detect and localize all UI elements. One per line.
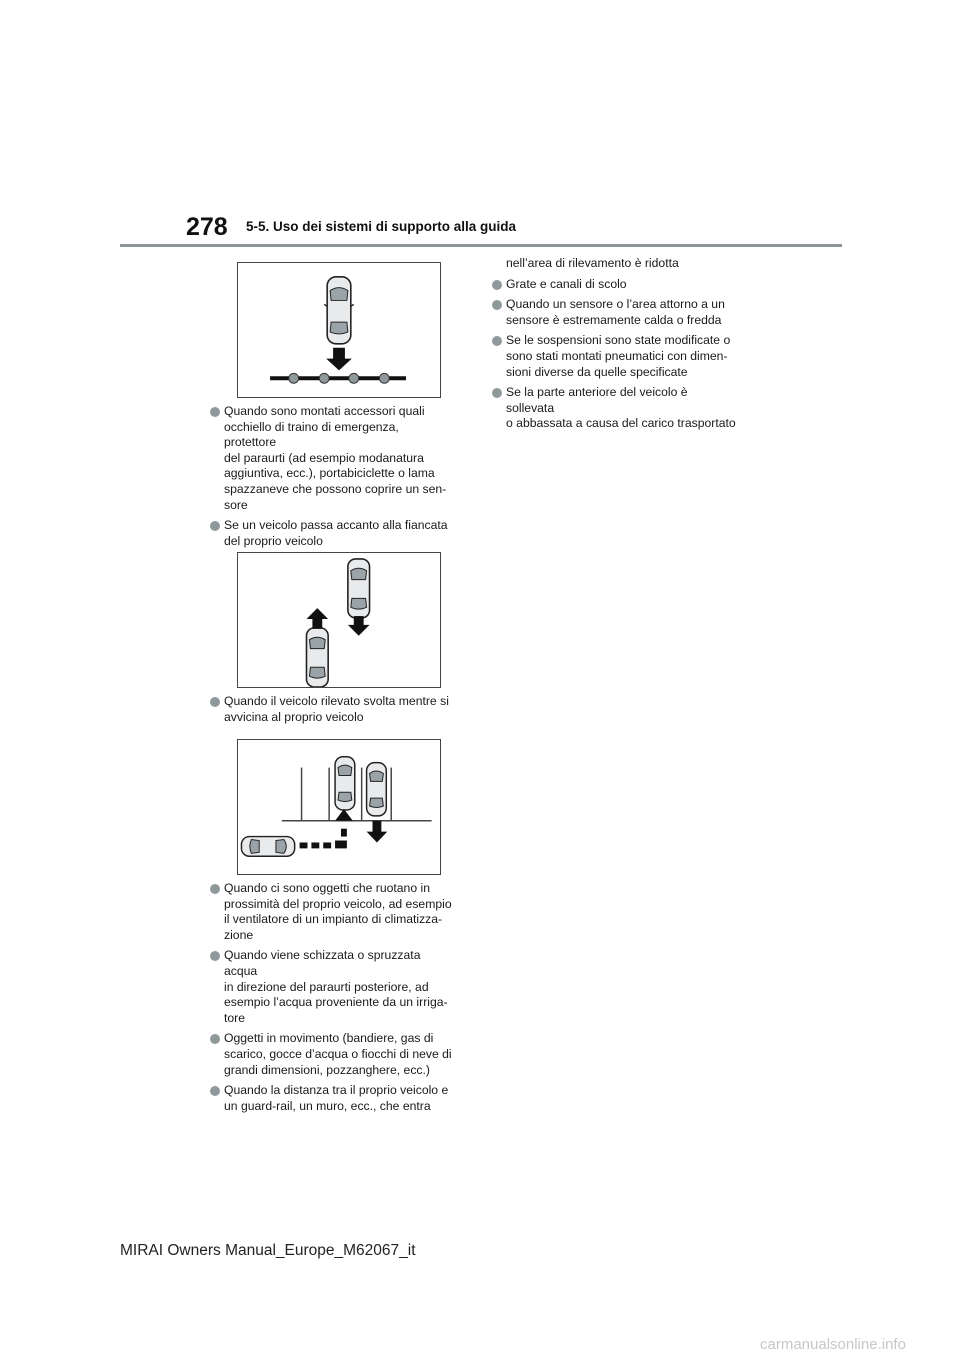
bullet-icon (210, 951, 220, 961)
list-item: Se un veicolo passa accanto alla fiancata del proprio veicolo (210, 518, 454, 549)
car-icon (348, 559, 370, 618)
manual-footer: MIRAI Owners Manual_Europe_M62067_it (120, 1242, 416, 1259)
figure-car-reversing-toward-bar (237, 262, 441, 398)
watermark: carmanualsonline.info (760, 1336, 906, 1353)
car-icon (367, 763, 387, 816)
list-item: Quando un sensore o l’area attorno a un sensore è estremamente calda o fredda (492, 297, 736, 328)
bullet-icon (210, 884, 220, 894)
figure-3-illustration (238, 740, 440, 874)
list-item: Grate e canali di scolo (492, 277, 736, 293)
bullet-icon (492, 280, 502, 290)
dashed-path-arrow-icon (300, 809, 353, 848)
arrow-down-icon (367, 821, 388, 843)
car-icon (335, 757, 355, 810)
left-column-group-1 (210, 404, 454, 554)
section-title: 5-5. Uso dei sistemi di supporto alla guida (246, 219, 517, 234)
bullet-icon (492, 336, 502, 346)
car-icon (241, 837, 294, 857)
right-column (492, 256, 736, 437)
bullet-icon (210, 1034, 220, 1044)
bullet-icon (492, 388, 502, 398)
list-item: Oggetti in movimento (bandiere, gas di scarico, gocce d’acqua o fiocchi di neve di grandi dimensioni, pozzanghere, ecc.) (210, 1031, 454, 1078)
arrow-down-icon (326, 348, 352, 371)
list-item: Se la parte anteriore del veicolo è sollevata o abbassata a causa del carico trasportato (492, 385, 736, 432)
arrow-down-icon (348, 616, 370, 636)
figure-vehicle-turning-while-approaching (237, 739, 441, 875)
bullet-icon (210, 1086, 220, 1096)
list-item: Quando la distanza tra il proprio veicolo e un guard-rail, un muro, ecc., che entra (210, 1083, 454, 1114)
bullet-icon (492, 300, 502, 310)
header-divider (120, 244, 842, 247)
figure-2-illustration (238, 553, 440, 687)
car-icon (306, 628, 328, 687)
bullet-icon (210, 521, 220, 531)
car-icon (324, 277, 354, 344)
list-item: Quando il veicolo rilevato svolta mentre si avvicina al proprio veicolo (210, 694, 454, 725)
figure-1-illustration (238, 263, 440, 397)
left-column-group-3 (210, 881, 454, 1119)
list-item: Quando sono montati accessori quali occhiello di traino di emergenza, protettore del paraurti (ad esempio modanatura aggiuntiva, ecc.), portabiciclette o lama spazzaneve che possono coprire un sen- sore (210, 404, 454, 513)
page-number: 278 (186, 213, 228, 241)
list-item: Quando ci sono oggetti che ruotano in prossimità del proprio veicolo, ad esempio il ventilatore di un impianto di climatizza- zione (210, 881, 454, 943)
list-item: Quando viene schizzata o spruzzata acqua in direzione del paraurti posteriore, ad esempio l’acqua proveniente da un irriga- tore (210, 948, 454, 1026)
bullet-icon (210, 407, 220, 417)
figure-vehicle-passing-alongside (237, 552, 441, 688)
left-column-group-2 (210, 694, 454, 730)
bullet-icon (210, 697, 220, 707)
continued-text: nell’area di rilevamento è ridotta (506, 256, 679, 270)
arrow-up-icon (306, 608, 328, 629)
list-item: Se le sospensioni sono state modificate o sono stati montati pneumatici con dimen- sioni diverse da quelle specificate (492, 333, 736, 380)
